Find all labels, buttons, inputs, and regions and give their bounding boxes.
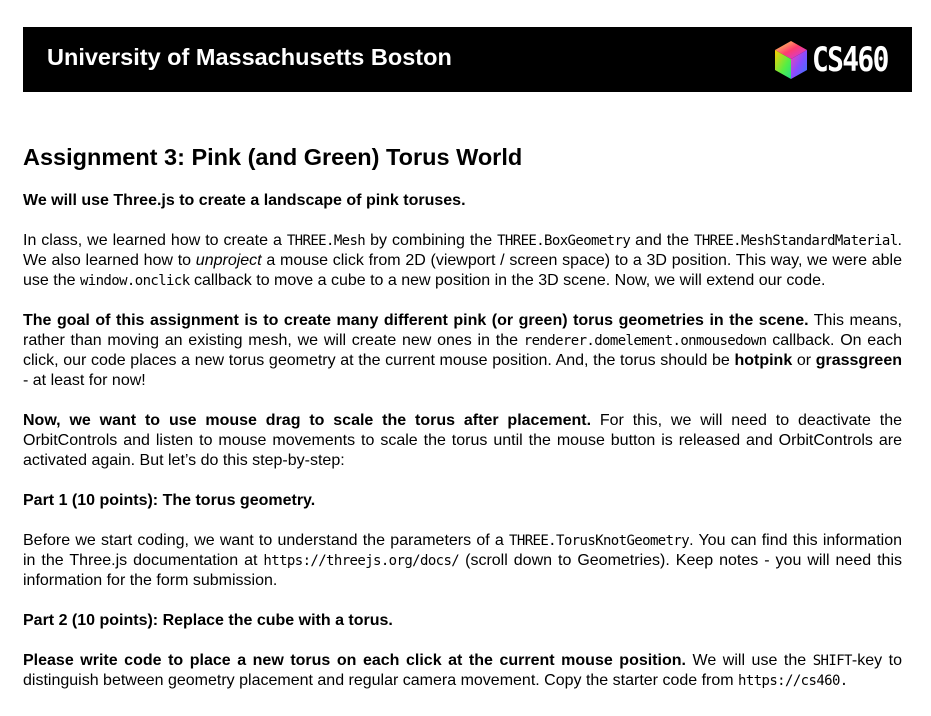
- assignment-title: Assignment 3: Pink (and Green) Torus World: [23, 144, 523, 170]
- code-torusknotgeometry: THREE.TorusKnotGeometry: [509, 533, 690, 549]
- text: (scroll down to Geometries). Keep notes - you will need this information for the form submission.: [23, 552, 903, 589]
- code-shift-key: SHIFT: [812, 653, 852, 669]
- course-code: CS460: [812, 40, 888, 80]
- text: In class, we learned how to create a: [23, 232, 287, 249]
- goal-paragraph: [23, 311, 902, 391]
- code-window-onclick: window.onclick: [79, 273, 190, 289]
- text: callback. On each click, our code places a new torus geometry at the current mouse position. And, the torus should be: [23, 332, 903, 369]
- text: callback to move a cube to a new position in the 3D scene. Now, we will extend our code.: [189, 272, 826, 289]
- code-boxgeometry: THREE.BoxGeometry: [497, 233, 631, 249]
- text: . You can find this information in the Three.js documentation at: [23, 532, 902, 569]
- text: and the: [630, 232, 694, 249]
- text: This means, rather than moving an existing mesh, we will create new ones in the: [23, 312, 902, 349]
- part1-heading: Part 1 (10 points): The torus geometry.: [23, 492, 316, 509]
- code-meshstandardmaterial: THREE.MeshStandardMaterial: [694, 233, 898, 249]
- university-title: University of Massachusetts Boston: [47, 44, 452, 70]
- text: We will use the: [685, 652, 813, 669]
- emphasis-unproject: unproject: [195, 252, 262, 269]
- text: by combining the: [365, 232, 498, 249]
- docs-url: https://threejs.org/docs/: [263, 553, 460, 569]
- text: -key to distinguish between geometry placement and regular camera movement. Copy the starter code from: [23, 652, 902, 689]
- assignment-content: [23, 140, 902, 711]
- text: - at least for now!: [23, 372, 146, 389]
- part2-statement: Please write code to place a new torus on each click at the current mouse position.: [23, 652, 686, 669]
- drag-statement: Now, we want to use mouse drag to scale the torus after placement.: [23, 412, 592, 429]
- goal-statement: The goal of this assignment is to create many different pink (or green) torus geometries in the scene.: [23, 312, 809, 329]
- assignment-subtitle: [23, 191, 902, 211]
- intro-paragraph: [23, 231, 902, 291]
- text: a mouse click from 2D (viewport / screen space) to a 3D position. This way, we were able use the: [23, 252, 903, 289]
- code-threemesh: THREE.Mesh: [286, 233, 366, 249]
- text: For this, we will need to deactivate the OrbitControls and listen to mouse movements to scale the torus until the mouse button is released and OrbitControls are activated again. But let’s do this step-by-step:: [23, 412, 902, 469]
- color-grassgreen: grassgreen: [815, 352, 902, 369]
- part2-heading: Part 2 (10 points): Replace the cube with a torus.: [23, 612, 393, 629]
- text: Before we start coding, we want to understand the parameters of a: [23, 532, 510, 549]
- cube-icon: [773, 40, 809, 80]
- subtitle-text: We will use Three.js to create a landscape of pink toruses.: [23, 192, 466, 209]
- color-hotpink: hotpink: [734, 352, 793, 369]
- text: . We also learned how to: [23, 232, 902, 269]
- code-onmousedown: renderer.domelement.onmousedown: [523, 333, 767, 349]
- drag-paragraph: [23, 411, 902, 471]
- cs460-logo: [773, 40, 904, 80]
- part2-paragraph: [23, 651, 902, 691]
- page-header: [23, 27, 912, 92]
- text: or: [792, 352, 816, 369]
- part1-paragraph: [23, 531, 902, 591]
- starter-code-url: https://cs460.: [738, 673, 848, 689]
